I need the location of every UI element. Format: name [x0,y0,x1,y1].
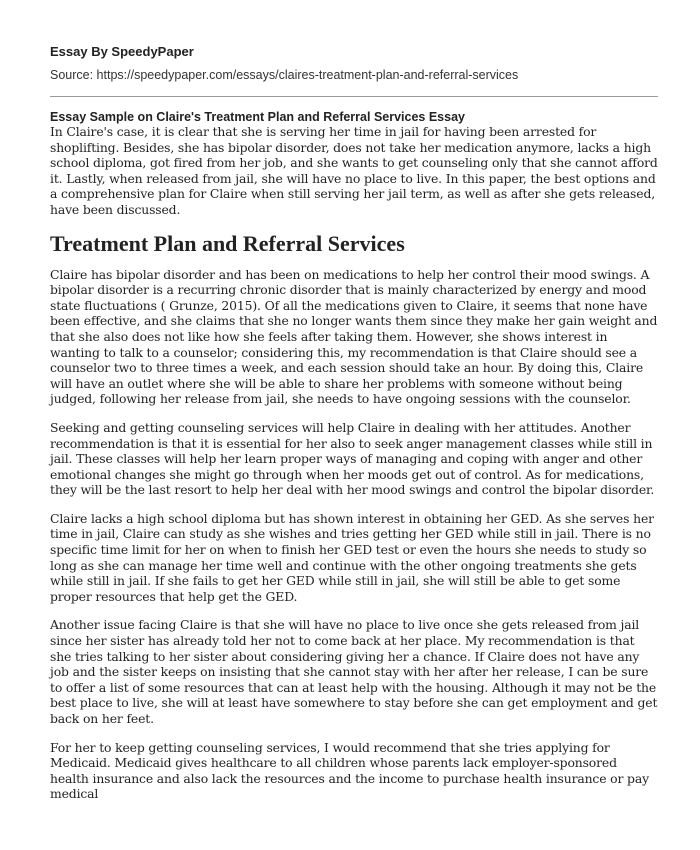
document-page [50,0,658,815]
body-paragraph: Claire lacks a high school diploma but has shown interest in obtaining her GED. As she serves her time in jail, Claire can study as she wishes and tries getting her GED while still in jail. There is no specific time limit for her on when to finish her GED test or even the hours she needs to study so long as she can manage her time well and continue with the other ongoing treatments she gets while still in jail. If she fails to get her GED while still in jail, she will still be able to get some proper resources that help get the GED. [50,510,654,604]
header-divider [50,96,658,97]
body-paragraph: Claire has bipolar disorder and has been on medications to help her control their mood swings. A bipolar disorder is a recurring chronic disorder that is mainly characterized by energy and mood state fluctuations ( Grunze, 2015). Of all the medications given to Claire, it seems that none have been effective, and she claims that she no longer wants them since they make her gain weight and that she also does not like how she feels after taking them. However, she shows interest in wanting to talk to a counselor; considering this, my recommendation is that Claire should see a counselor two to three times a week, and each session should take an hour. By doing this, Claire will have an outlet where she will be able to share her problems with someone without being judged, following her release from jail, she needs to have ongoing sessions with the counselor. [50,266,658,407]
section-heading: Treatment Plan and Referral Services [50,230,405,256]
essay-title: Essay Sample on Claire's Treatment Plan and Referral Services Essay [50,110,465,124]
source-link[interactable]: Source: https://speedypaper.com/essays/claires-treatment-plan-and-referral-services [50,68,519,82]
body-paragraph: Seeking and getting counseling services will help Claire in dealing with her attitudes. Another recommendation is that it is essential for her also to seek anger management classes while still in jail. These classes will help her learn proper ways of managing and coping with anger and other emotional changes she might go through when her moods get out of control. As for medications, they will be the last resort to help her deal with her mood swings and control the bipolar disorder. [50,419,655,498]
body-paragraph: For her to keep getting counseling services, I would recommend that she tries applying for Medicaid. Medicaid gives healthcare to all children whose parents lack employer-sponsored health insurance and also lack the resources and the income to purchase health insurance or pay medical [50,739,649,802]
essay-body [50,124,658,802]
body-paragraph: Another issue facing Claire is that she will have no place to live once she gets released from jail since her sister has already told her not to come back at her place. My recommendation is that she tries talking to her sister about considering giving her a chance. If Claire does not have any job and the sister keeps on insisting that she cannot stay with her after her release, I can be sure to offer a list of some resources that can at least help with the housing. Although it may not be the best place to live, she will at least have somewhere to stay before she can get employment and get back on her feet. [50,617,658,726]
brand-title: Essay By SpeedyPaper [50,44,194,59]
intro-paragraph: In Claire's case, it is clear that she is serving her time in jail for having been arrested for shoplifting. Besides, she has bipolar disorder, does not take her medication anymore, lacks a high school diploma, got fired from her job, and she wants to get counseling only that she cannot afford it. Lastly, when released from jail, she will have no place to live. In this paper, the best options and a comprehensive plan for Claire when still serving her jail term, as well as after she gets released, have been discussed. [50,124,658,217]
